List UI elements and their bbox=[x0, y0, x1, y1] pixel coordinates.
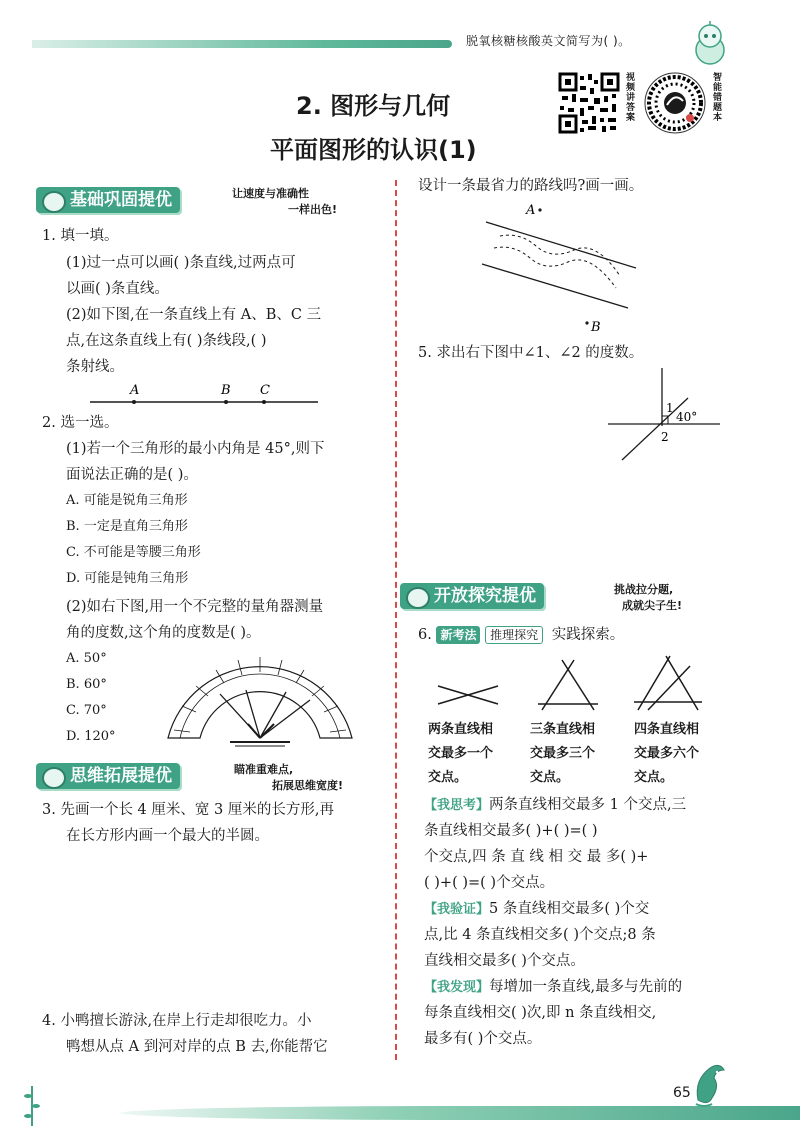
caption-three-line1: 三条直线相 bbox=[530, 722, 596, 737]
page-number: 65 bbox=[673, 1085, 691, 1101]
header-decor-bar bbox=[32, 40, 452, 48]
q5-angle-figure bbox=[604, 364, 724, 464]
caption-three-line2: 交最多三个 bbox=[530, 746, 596, 761]
river-figure bbox=[470, 200, 650, 336]
q1-part2-line2: 点,在这条直线上有( )条线段,( ) bbox=[66, 333, 267, 349]
q1-part1-line1: (1)过一点可以画( )条直线,过两点可 bbox=[66, 255, 296, 271]
q2-option-a: A. 可能是锐角三角形 bbox=[66, 493, 188, 508]
q3-line1: 3. 先画一个长 4 厘米、宽 3 厘米的长方形,再 bbox=[42, 802, 334, 818]
column-divider bbox=[395, 180, 397, 1060]
q2-option-d: D. 可能是钝角三角形 bbox=[66, 571, 189, 586]
think-line4: ( )+( )=( )个交点。 bbox=[424, 875, 555, 891]
satellite-icon bbox=[406, 587, 430, 609]
lesson-title: 平面图形的认识(1) bbox=[270, 136, 477, 164]
q2-part2-line1: (2)如右下图,用一个不完整的量角器测量 bbox=[66, 599, 324, 615]
find-line3: 最多有( )个交点。 bbox=[424, 1031, 542, 1047]
section-open-banner bbox=[400, 583, 544, 609]
q1-point-b-label: B bbox=[221, 383, 231, 398]
q5-angle-2-label: 2 bbox=[661, 430, 669, 444]
q5-angle-40-label: 40° bbox=[676, 410, 698, 424]
section-basic-banner bbox=[36, 187, 180, 213]
q4-line1: 4. 小鸭擅长游泳,在岸上行走却很吃力。小 bbox=[42, 1013, 312, 1029]
q5-line1: 5. 求出右下图中∠1、∠2 的度数。 bbox=[418, 345, 644, 361]
q4-point-b-label: B bbox=[591, 320, 601, 335]
q6-number: 6. bbox=[418, 627, 432, 643]
q2-heading: 2. 选一选。 bbox=[42, 415, 119, 431]
section-basic-slogan-1: 让速度与准确性 bbox=[232, 187, 309, 200]
q4-point-a-label: A bbox=[526, 203, 536, 218]
section-basic-slogan-2: 一样出色! bbox=[288, 203, 338, 216]
section-open-slogan-2: 成就尖子生! bbox=[622, 599, 683, 612]
q3-line2: 在长方形内画一个最大的半圆。 bbox=[66, 828, 269, 844]
think-line2: 条直线相交最多( )+( )=( ) bbox=[424, 823, 598, 839]
q2-option-c: C. 不可能是等腰三角形 bbox=[66, 545, 201, 560]
q2-part1-line2: 面说法正确的是( )。 bbox=[66, 467, 198, 483]
caption-four-line3: 交点。 bbox=[634, 770, 674, 785]
robot-mascot-icon bbox=[690, 20, 730, 66]
think-tag: 【我思考】 bbox=[424, 798, 490, 813]
q6-title: 实践探索。 bbox=[551, 627, 625, 643]
verify-text-1: 5 条直线相交最多( )个交 bbox=[489, 901, 650, 917]
caption-four-line1: 四条直线相 bbox=[634, 722, 700, 737]
section-expand-slogan-1: 瞄准重难点, bbox=[234, 763, 294, 776]
target-icon bbox=[42, 191, 66, 213]
section-basic-title: 基础巩固提优 bbox=[70, 190, 172, 210]
video-answer-label: 视频讲答案 bbox=[624, 72, 634, 122]
q4-line2: 鸭想从点 A 到河对岸的点 B 去,你能帮它 bbox=[66, 1039, 328, 1055]
q1-line-abc-figure bbox=[90, 378, 320, 410]
caption-two-line3: 交点。 bbox=[428, 770, 468, 785]
section-expand-title: 思维拓展提优 bbox=[70, 766, 172, 786]
q6-heading bbox=[418, 622, 624, 648]
verify-line2: 点,比 4 条直线相交多( )个交点;8 条 bbox=[424, 927, 656, 943]
q2-option-b: B. 一定是直角三角形 bbox=[66, 519, 188, 534]
video-answer-qr-code[interactable] bbox=[558, 72, 620, 134]
header-riddle: 脱氧核糖核酸英文简写为( )。 bbox=[466, 34, 631, 48]
two-lines-figure bbox=[428, 652, 508, 712]
caption-two-line1: 两条直线相 bbox=[428, 722, 494, 737]
think-line1 bbox=[424, 792, 686, 819]
think-line3: 个交点,四 条 直 线 相 交 最 多( )+ bbox=[424, 849, 649, 865]
q2-part2-option-b: B. 60° bbox=[66, 677, 107, 692]
caption-two-line2: 交最多一个 bbox=[428, 746, 494, 761]
error-notebook-label: 智能错题本 bbox=[711, 72, 721, 122]
q2-part2-line2: 角的度数,这个角的度数是( )。 bbox=[66, 625, 261, 641]
q2-part2-option-c: C. 70° bbox=[66, 703, 107, 718]
find-line2: 每条直线相交( )次,即 n 条直线相交, bbox=[424, 1005, 657, 1021]
verify-line1 bbox=[424, 896, 649, 923]
think-text-1: 两条直线相交最多 1 个交点,三 bbox=[489, 797, 687, 813]
protractor-figure bbox=[160, 650, 360, 748]
section-open-title: 开放探究提优 bbox=[434, 586, 536, 606]
three-lines-figure bbox=[528, 652, 608, 712]
find-text-1: 每增加一条直线,最多与先前的 bbox=[489, 979, 683, 995]
q1-part2-line1: (2)如下图,在一条直线上有 A、B、C 三 bbox=[66, 307, 322, 323]
four-lines-figure bbox=[628, 652, 708, 712]
new-exam-tag: 新考法 bbox=[436, 626, 480, 644]
plant-decor-icon bbox=[22, 1082, 42, 1126]
chapter-title: 2. 图形与几何 bbox=[296, 92, 451, 120]
dolphin-icon bbox=[690, 1060, 730, 1110]
section-expand-slogan-2: 拓展思维宽度! bbox=[272, 779, 344, 792]
find-tag: 【我发现】 bbox=[424, 980, 490, 995]
q2-part2-option-a: A. 50° bbox=[66, 651, 107, 666]
q1-point-c-label: C bbox=[260, 383, 270, 398]
q1-part1-line2: 以画( )条直线。 bbox=[66, 281, 169, 297]
error-notebook-qr-code[interactable] bbox=[644, 72, 706, 134]
find-line1 bbox=[424, 974, 682, 1001]
section-open-slogan-1: 挑战拉分题, bbox=[614, 583, 674, 596]
ufo-icon bbox=[42, 767, 66, 789]
caption-four-line2: 交最多六个 bbox=[634, 746, 700, 761]
q2-part1-line1: (1)若一个三角形的最小内角是 45°,则下 bbox=[66, 441, 325, 457]
q1-part2-line3: 条射线。 bbox=[66, 359, 124, 375]
section-expand-banner bbox=[36, 763, 180, 789]
verify-line3: 直线相交最多( )个交点。 bbox=[424, 953, 585, 969]
verify-tag: 【我验证】 bbox=[424, 902, 490, 917]
q1-heading: 1. 填一填。 bbox=[42, 228, 119, 244]
q5-angle-1-label: 1 bbox=[666, 401, 674, 415]
q4-line3: 设计一条最省力的路线吗?画一画。 bbox=[418, 178, 644, 194]
reasoning-tag: 推理探究 bbox=[485, 626, 543, 644]
q2-part2-option-d: D. 120° bbox=[66, 729, 116, 744]
q1-point-a-label: A bbox=[130, 383, 140, 398]
caption-three-line3: 交点。 bbox=[530, 770, 570, 785]
